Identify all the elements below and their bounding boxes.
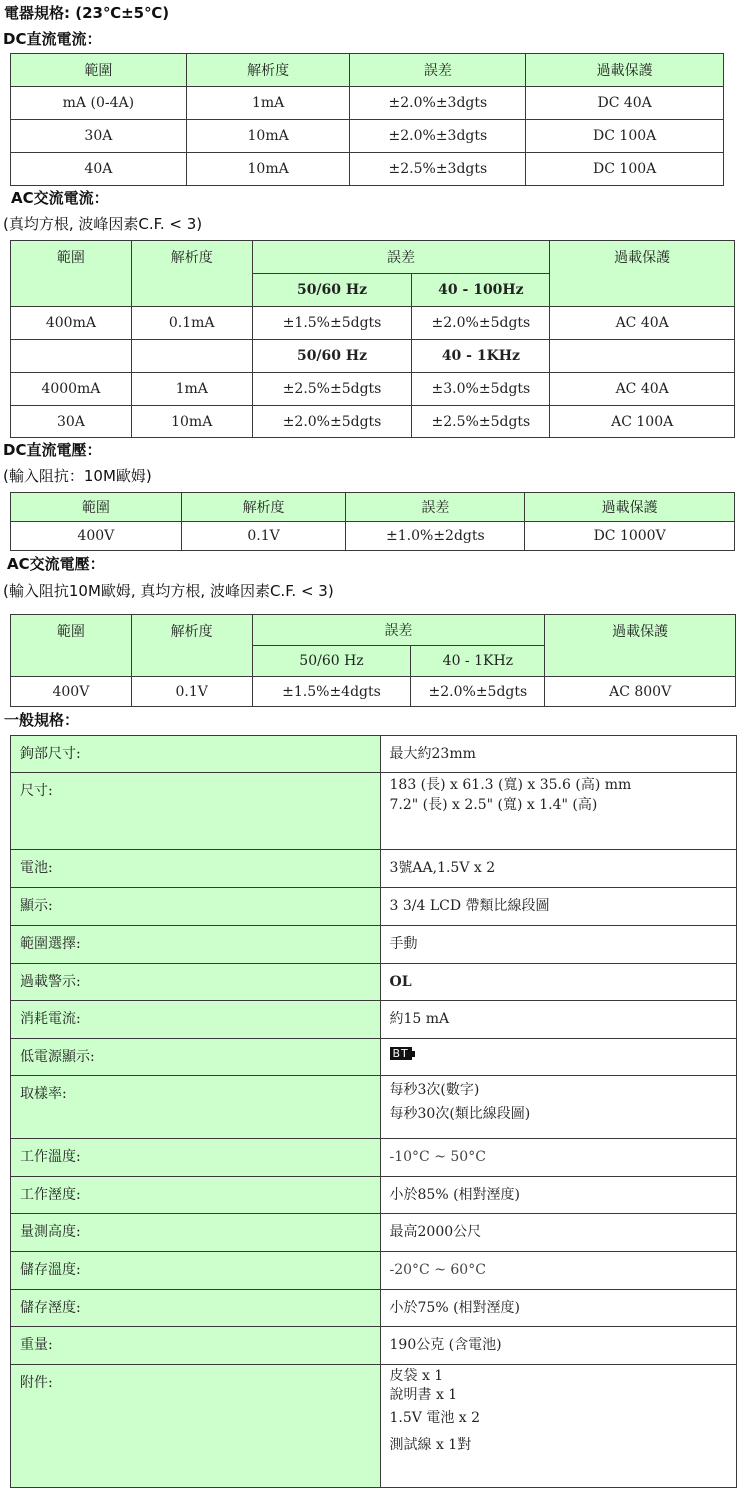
cell-range: 4000mA <box>11 373 132 406</box>
spec-value-line: -20°C ~ 60°C <box>389 1262 486 1278</box>
cell-empty <box>11 340 132 373</box>
col-header-resolution: 解析度 <box>131 615 252 677</box>
table-row <box>11 522 735 551</box>
subheader-50-60hz: 50/60 Hz <box>252 274 412 307</box>
spec-value-line: 183 (長) x 61.3 (寬) x 35.6 (高) mm <box>389 777 632 793</box>
spec-row-accessories <box>11 1365 737 1488</box>
dc-voltage-heading: DC直流電壓： <box>3 441 102 459</box>
spec-label: 儲存溼度: <box>11 1290 381 1327</box>
battery-tip <box>412 1051 415 1057</box>
col-header-range: 範圍 <box>11 493 182 522</box>
cell-empty <box>550 340 735 373</box>
table-row <box>11 677 736 707</box>
cell-range: 30A <box>11 120 187 153</box>
spec-row-altitude <box>11 1214 737 1252</box>
spec-label: 尺寸: <box>11 773 381 850</box>
spec-label: 取樣率: <box>11 1076 381 1139</box>
cell-overload: AC 100A <box>550 406 735 438</box>
spec-row-low-battery <box>11 1039 737 1076</box>
col-header-accuracy: 誤差 <box>252 241 550 274</box>
cell-accuracy-40-1khz: ±2.5%±5dgts <box>412 406 550 438</box>
cell-range: 30A <box>11 406 132 438</box>
col-header-overload: 過載保護 <box>526 54 724 87</box>
spec-row-hook-size <box>11 736 737 773</box>
spec-row-weight <box>11 1327 737 1365</box>
cell-range: 40A <box>11 153 187 186</box>
spec-row-current-consumption <box>11 1001 737 1039</box>
cell-resolution: 1mA <box>186 87 350 120</box>
ac-voltage-note: (輸入阻抗10M歐姆, 真均方根, 波峰因素C.F. < 3) <box>3 582 334 600</box>
cell-resolution: 0.1V <box>181 522 346 551</box>
spec-value-line: 每秒30次(類比線段圖) <box>389 1106 531 1122</box>
dc-voltage-note: (輸入阻抗：10M歐姆) <box>3 467 152 485</box>
col-header-resolution: 解析度 <box>181 493 346 522</box>
subheader-40-100hz: 40 - 100Hz <box>412 274 550 307</box>
spec-value <box>380 1214 737 1252</box>
spec-value <box>380 1252 737 1290</box>
cell-range: mA (0-4A) <box>11 87 187 120</box>
col-header-resolution: 解析度 <box>186 54 350 87</box>
spec-row-dimensions <box>11 773 737 850</box>
spec-value-line: 最大約23mm <box>389 746 476 762</box>
spec-value-line: 190公克 (含電池) <box>389 1337 502 1353</box>
spec-value <box>380 964 737 1001</box>
spec-label: 附件: <box>11 1365 381 1488</box>
subheader-50-60hz: 50/60 Hz <box>252 646 411 677</box>
general-specs-heading: 一般規格： <box>4 711 80 729</box>
cell-accuracy: ±2.0%±3dgts <box>350 120 526 153</box>
col-header-resolution: 解析度 <box>131 241 252 307</box>
dc-current-table <box>10 53 724 186</box>
spec-value <box>380 850 737 888</box>
ac-voltage-table <box>10 614 736 707</box>
cell-resolution: 1mA <box>131 373 252 406</box>
cell-accuracy: ±2.5%±3dgts <box>350 153 526 186</box>
spec-value <box>380 888 737 926</box>
spec-value <box>380 1290 737 1327</box>
table-row <box>11 87 724 120</box>
col-header-range: 範圍 <box>11 615 132 677</box>
cell-accuracy-50-60hz: ±1.5%±5dgts <box>252 307 412 340</box>
cell-overload: AC 40A <box>550 307 735 340</box>
col-header-accuracy: 誤差 <box>350 54 526 87</box>
col-header-range: 範圍 <box>11 241 132 307</box>
cell-empty <box>131 340 252 373</box>
subheader-50-60hz: 50/60 Hz <box>252 340 412 373</box>
cell-overload: DC 100A <box>526 153 724 186</box>
spec-value <box>380 1327 737 1365</box>
spec-value <box>380 1001 737 1039</box>
dc-current-heading: DC直流電流： <box>3 30 102 48</box>
spec-value <box>380 1076 737 1139</box>
spec-value <box>380 1177 737 1214</box>
cell-resolution: 10mA <box>186 120 350 153</box>
cell-range: 400V <box>11 522 182 551</box>
spec-label: 量測高度: <box>11 1214 381 1252</box>
spec-value <box>380 926 737 964</box>
spec-value-line: 最高2000公尺 <box>389 1224 482 1240</box>
dc-voltage-table <box>10 492 735 551</box>
spec-row-operating-temp <box>11 1139 737 1177</box>
col-header-overload: 過載保護 <box>550 241 735 307</box>
spec-row-range-select <box>11 926 737 964</box>
spec-value <box>380 1365 737 1488</box>
spec-value-line: 3號AA,1.5V x 2 <box>389 860 496 876</box>
spec-row-battery <box>11 850 737 888</box>
page-title: 電器規格: (23℃±5℃) <box>4 4 170 22</box>
spec-value-line: 每秒3次(數字) <box>389 1082 480 1098</box>
cell-accuracy-40-100hz: ±2.0%±5dgts <box>412 307 550 340</box>
subheader-40-1khz: 40 - 1KHz <box>411 646 545 677</box>
spec-row-display <box>11 888 737 926</box>
spec-label: 低電源顯示: <box>11 1039 381 1076</box>
table-row <box>11 153 724 186</box>
spec-value-line: 小於75% (相對溼度) <box>389 1300 520 1316</box>
table-row <box>11 406 735 438</box>
spec-label: 儲存溫度: <box>11 1252 381 1290</box>
spec-value-line: 說明書 x 1 <box>389 1387 458 1403</box>
spec-row-sampling-rate <box>11 1076 737 1139</box>
spec-value <box>380 736 737 773</box>
spec-row-storage-humidity <box>11 1290 737 1327</box>
spec-label: 過載警示: <box>11 964 381 1001</box>
cell-accuracy-40-1khz: ±2.0%±5dgts <box>411 677 545 707</box>
spec-value-line: -10°C ~ 50°C <box>389 1149 486 1165</box>
cell-resolution: 10mA <box>131 406 252 438</box>
cell-range: 400V <box>11 677 132 707</box>
ac-current-heading: AC交流電流： <box>11 189 109 207</box>
spec-row-storage-temp <box>11 1252 737 1290</box>
spec-label: 鉤部尺寸: <box>11 736 381 773</box>
cell-overload: DC 1000V <box>525 522 735 551</box>
col-header-overload: 過載保護 <box>525 493 735 522</box>
col-header-accuracy: 誤差 <box>252 615 545 646</box>
spec-value-line: OL <box>389 974 412 990</box>
spec-label: 工作溼度: <box>11 1177 381 1214</box>
spec-value <box>380 1039 737 1076</box>
spec-label: 工作溫度: <box>11 1139 381 1177</box>
table-row <box>11 307 735 340</box>
spec-row-overload-warning <box>11 964 737 1001</box>
spec-value-line: 手動 <box>389 936 418 952</box>
cell-range: 400mA <box>11 307 132 340</box>
subheader-40-1khz: 40 - 1KHz <box>412 340 550 373</box>
spec-value-line: 小於85% (相對溼度) <box>389 1187 520 1203</box>
cell-overload: AC 800V <box>545 677 736 707</box>
cell-accuracy-40-1khz: ±3.0%±5dgts <box>412 373 550 406</box>
spec-label: 範圍選擇: <box>11 926 381 964</box>
spec-label: 電池: <box>11 850 381 888</box>
cell-accuracy-50-60hz: ±2.5%±5dgts <box>252 373 412 406</box>
cell-overload: DC 100A <box>526 120 724 153</box>
spec-value-line: 7.2" (長) x 2.5" (寬) x 1.4" (高) <box>389 797 598 813</box>
battery-low-icon <box>390 1047 415 1060</box>
spec-value-line: 3 3/4 LCD 帶類比線段圖 <box>389 898 550 914</box>
cell-accuracy: ±1.0%±2dgts <box>346 522 525 551</box>
col-header-range: 範圍 <box>11 54 187 87</box>
col-header-accuracy: 誤差 <box>346 493 525 522</box>
ac-current-note: (真均方根, 波峰因素C.F. < 3) <box>3 215 203 233</box>
spec-value-line: 約15 mA <box>389 1011 450 1027</box>
col-header-overload: 過載保護 <box>545 615 736 677</box>
cell-accuracy-50-60hz: ±2.0%±5dgts <box>252 406 412 438</box>
cell-overload: DC 40A <box>526 87 724 120</box>
cell-overload: AC 40A <box>550 373 735 406</box>
cell-resolution: 0.1mA <box>131 307 252 340</box>
table-subheader-row <box>11 340 735 373</box>
spec-value-line: 1.5V 電池 x 2 <box>389 1410 481 1426</box>
battery-icon-label: BT <box>390 1047 412 1060</box>
cell-resolution: 0.1V <box>131 677 252 707</box>
cell-accuracy: ±2.0%±3dgts <box>350 87 526 120</box>
spec-value-line: 皮袋 x 1 <box>389 1368 444 1384</box>
spec-value-line: 測試線 x 1對 <box>389 1437 472 1453</box>
spec-row-operating-humidity <box>11 1177 737 1214</box>
general-specs-table <box>10 735 737 1488</box>
ac-current-table <box>10 240 735 438</box>
ac-voltage-heading: AC交流電壓： <box>7 555 105 573</box>
spec-label: 重量: <box>11 1327 381 1365</box>
spec-value <box>380 773 737 850</box>
cell-resolution: 10mA <box>186 153 350 186</box>
spec-label: 顯示: <box>11 888 381 926</box>
spec-label: 消耗電流: <box>11 1001 381 1039</box>
table-row <box>11 120 724 153</box>
table-row <box>11 373 735 406</box>
cell-accuracy-50-60hz: ±1.5%±4dgts <box>252 677 411 707</box>
spec-value <box>380 1139 737 1177</box>
